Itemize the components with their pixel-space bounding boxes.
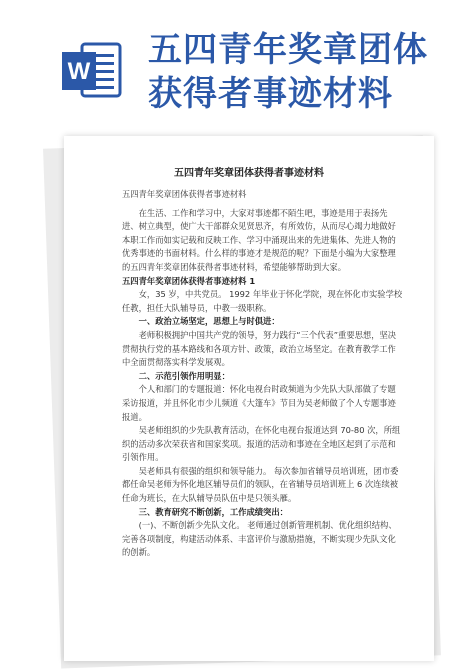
document-body xyxy=(122,186,404,560)
document-paragraph: 在生活、工作和学习中，大家对事迹都不陌生吧，事迹是用于表扬先进、树立典型，使广大干部群众见贤思齐，有所效仿，从而尽心竭力地做好本职工作而如实记载和反映工作、学习中涌现出来的先进集体、先进人物的优秀事迹的书面材料。什么样的事迹才是规范的呢？下面是小编为大家整理的五四青年奖章团体获得者事迹材料，希望能够帮助到大家。 xyxy=(122,207,396,272)
document-heading: 五四青年奖章团体获得者事迹材料 xyxy=(174,168,324,179)
document-paragraph: 五四青年奖章团体获得者事迹材料 xyxy=(122,189,247,199)
banner-title-line-2: 获得者事迹材料 xyxy=(148,74,393,114)
word-icon xyxy=(60,38,122,102)
document-paragraph: 女，35 岁，中共党员。 1992 年毕业于怀化学院，现在怀化市实验学校任教，担任大队辅导员，中教一级职称。 xyxy=(122,289,403,313)
document-paragraph: 吴老师组织的少先队教育活动，在怀化电视台报道达到 70-80 次，所组织的活动多次荣获省和国家奖项。报道的活动和事迹在全地区起到了示范和引领作用。 xyxy=(122,425,401,463)
document-paragraph: 三、教育研究不断创新，工作成绩突出： xyxy=(138,506,288,517)
document-paragraph: 个人和部门的专题报道：怀化电视台时政频道为少先队大队部做了专题采访报道，并且怀化市少儿频道《大篷车》节目为吴老师做了个人专题事迹报道。 xyxy=(122,384,396,422)
banner-title-line-1: 五四青年奖章团体 xyxy=(148,30,428,70)
word-icon-letter: W xyxy=(67,58,91,85)
banner-title xyxy=(148,28,468,116)
document-paragraph: 一、政治立场坚定，思想上与时俱进： xyxy=(138,316,280,327)
document-paragraph: 二、示范引领作用明显： xyxy=(138,370,230,381)
document-paragraph: (一)、不断创新少先队文化。 老师通过创新管理机制、优化组织结构、完善各项制度，构建活动体系、丰富评价与激励措施，不断实现少先队文化的创新。 xyxy=(122,520,397,558)
banner xyxy=(0,0,474,128)
document-paragraph: 老师积极拥护中国共产党的领导，努力践行“三个代表”重要思想，坚决贯彻执行党的基本路线和各项方针、政策，政治立场坚定。在教育教学工作中全面贯彻落实科学发展观。 xyxy=(122,329,397,368)
document-page xyxy=(64,136,434,661)
document-paragraph: 五四青年奖章团体获得者事迹材料 1 xyxy=(122,275,256,286)
document-paragraph: 吴老师具有很强的组织和领导能力。 每次参加省辅导员培训班，团市委都任命吴老师为怀化地区辅导员们的领队，在省辅导员培训班上 6 次连续被任命为班长，在大队辅导员队伍中是只领头雁。 xyxy=(122,465,399,504)
